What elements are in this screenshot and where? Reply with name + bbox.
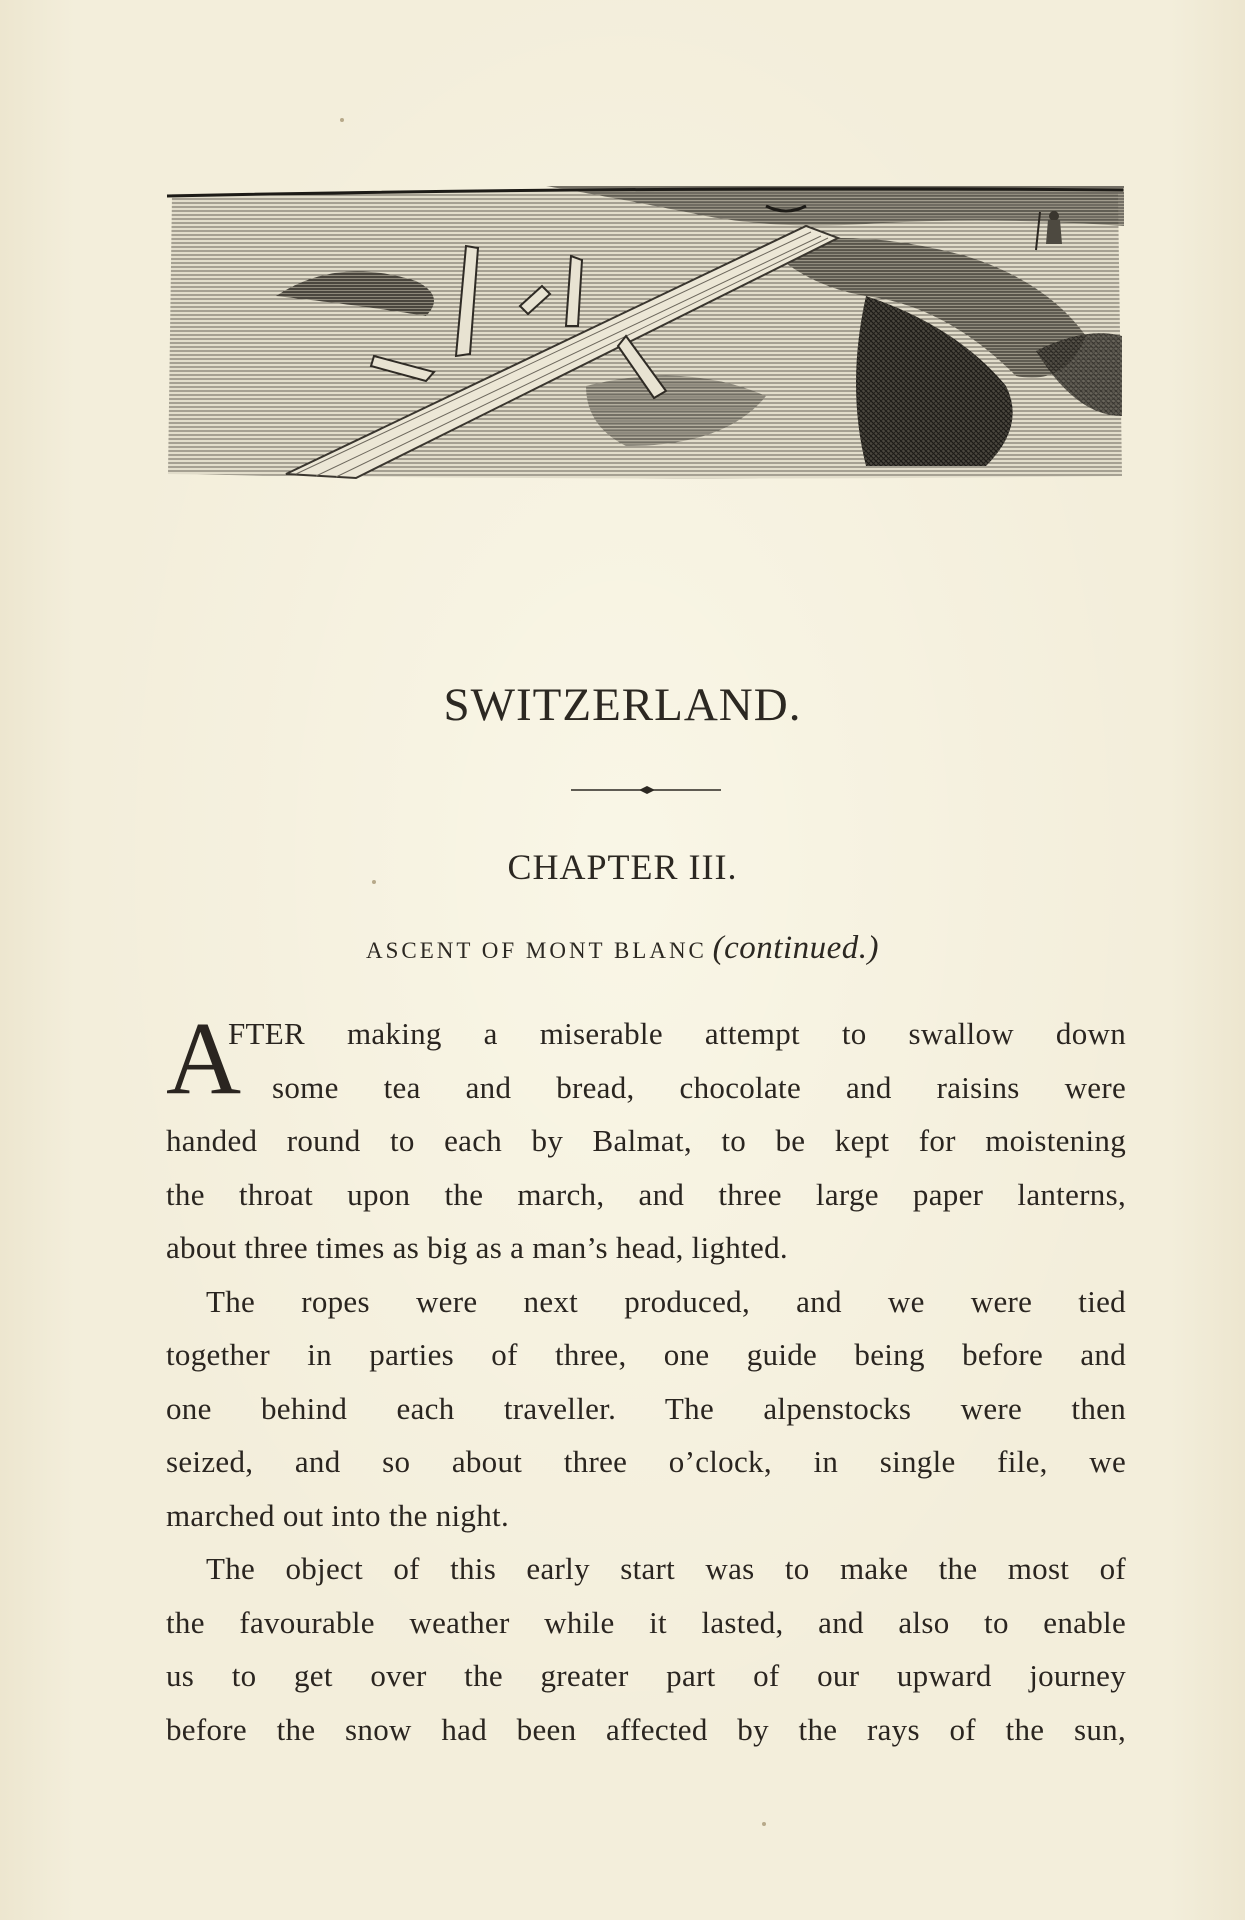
chapter-heading: CHAPTER III.	[507, 847, 738, 887]
chapter-subtitle	[0, 930, 1245, 967]
engraved-headpiece-illustration	[166, 186, 1124, 482]
fallen-tree-snow-engraving	[166, 186, 1124, 482]
paper-speck	[340, 118, 344, 122]
text-line: The ropes were next produced, and we were tied	[206, 1283, 1126, 1319]
text-line: some tea and bread, chocolate and raisins were	[272, 1069, 1126, 1105]
text-line: us to get over the greater part of our upward journey	[166, 1658, 1126, 1693]
text-line: The object of this early start was to make the most of	[206, 1551, 1126, 1586]
subtitle-close-paren: )	[867, 930, 880, 966]
text-line: marched out into the night.	[166, 1497, 509, 1533]
text-line: handed round to each by Balmat, to be kept for moistening	[166, 1123, 1126, 1158]
paper-speck	[372, 880, 376, 884]
text-line: about three times as big as a man’s head, lighted.	[166, 1230, 788, 1265]
subtitle-smallcaps: ASCENT OF MONT BLANC	[365, 938, 707, 963]
body-text	[166, 1001, 1126, 1756]
text-line: FTER making a miserable attempt to swallow down	[228, 1016, 1126, 1051]
text-line: seized, and so about three o’clock, in single file, we	[166, 1444, 1126, 1479]
text-line: before the snow had been affected by the rays of the sun,	[166, 1711, 1126, 1747]
text-line: together in parties of three, one guide being before and	[166, 1337, 1126, 1372]
text-line: the favourable weather while it lasted, and also to enable	[166, 1604, 1126, 1640]
subtitle-open-paren: (	[712, 930, 725, 966]
text-line: the throat upon the march, and three large paper lanterns,	[166, 1176, 1126, 1212]
subtitle-italic: continued.	[724, 930, 868, 966]
drop-cap: A	[166, 1001, 242, 1116]
text-line: one behind each traveller. The alpenstocks were then	[166, 1390, 1126, 1426]
first-paragraph-opening	[166, 1001, 1126, 1116]
ornamental-rule	[571, 784, 721, 796]
subtitle-continued	[713, 930, 879, 966]
page-title: SWITZERLAND.	[443, 679, 802, 731]
paper-speck	[762, 1822, 766, 1826]
